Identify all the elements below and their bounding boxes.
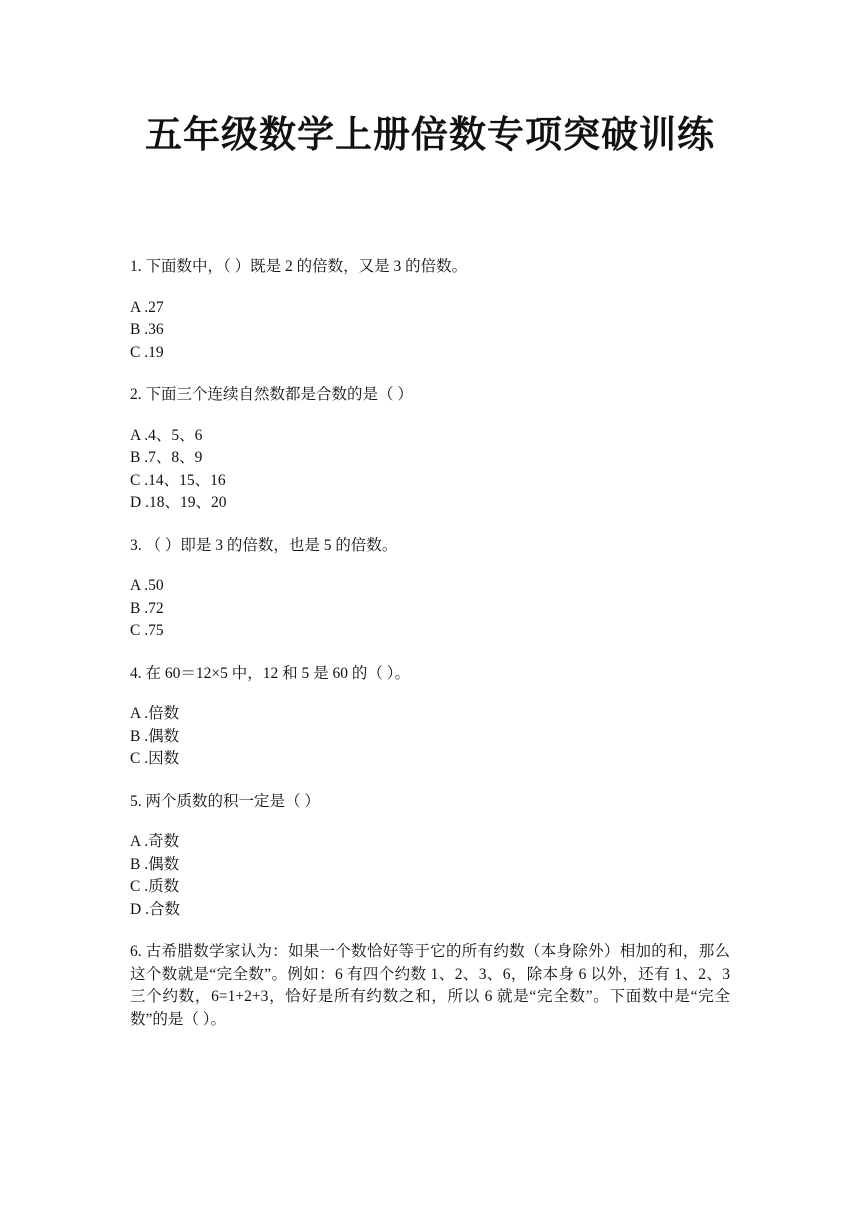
question-stem: 2. 下面三个连续自然数都是合数的是（ ） — [130, 386, 413, 403]
option-d: D .18、19、20 — [130, 494, 227, 511]
option-b: B .72 — [130, 599, 164, 617]
option-b: B .36 — [130, 321, 164, 338]
question-2 — [130, 384, 730, 515]
question-list — [130, 256, 730, 1051]
question-stem: 1. 下面数中，（ ）既是 2 的倍数，又是 3 的倍数。 — [130, 258, 468, 275]
question-stem: 5. 两个质数的积一定是（ ） — [130, 792, 320, 810]
question-stem: 3. （ ）即是 3 的倍数，也是 5 的倍数。 — [130, 536, 398, 554]
question-4 — [130, 663, 730, 771]
option-list — [130, 575, 730, 643]
question-3 — [130, 535, 730, 643]
option-b: B .偶数 — [130, 855, 180, 873]
option-c: C .质数 — [130, 878, 180, 895]
option-list — [130, 425, 730, 515]
option-list — [130, 297, 730, 365]
option-a: A .4、5、6 — [130, 426, 203, 444]
option-list — [130, 831, 730, 921]
question-stem: 6. 古希腊数学家认为：如果一个数恰好等于它的所有约数（本身除外）相加的和，那么这个数就是“完全数”。例如：6 有四个约数 1、2、3、6，除本身 6 以外，还有 1、2、3 三个约数，6=1+2+3，恰好是所有约数之和，所以 6 就是“完全数”。下面数中是“完全数”的是（ ）。 — [130, 943, 730, 1028]
option-a: A .27 — [130, 298, 164, 316]
option-a: A .倍数 — [130, 705, 180, 722]
document-title: 五年级数学上册倍数专项突破训练 — [145, 112, 715, 156]
question-5 — [130, 791, 730, 922]
option-d: D .合数 — [130, 900, 180, 918]
question-1 — [130, 256, 730, 364]
question-stem: 4. 在 60＝12×5 中，12 和 5 是 60 的（ ）。 — [130, 664, 410, 682]
option-a: A .50 — [130, 577, 164, 594]
option-b: B .7、8、9 — [130, 449, 203, 466]
option-c: C .14、15、16 — [130, 471, 226, 489]
option-list — [130, 703, 730, 771]
option-c: C .因数 — [130, 750, 180, 767]
option-c: C .75 — [130, 622, 164, 639]
question-6 — [130, 941, 730, 1031]
option-c: C .19 — [130, 343, 164, 361]
option-b: B .偶数 — [130, 727, 180, 745]
option-a: A .奇数 — [130, 833, 180, 850]
